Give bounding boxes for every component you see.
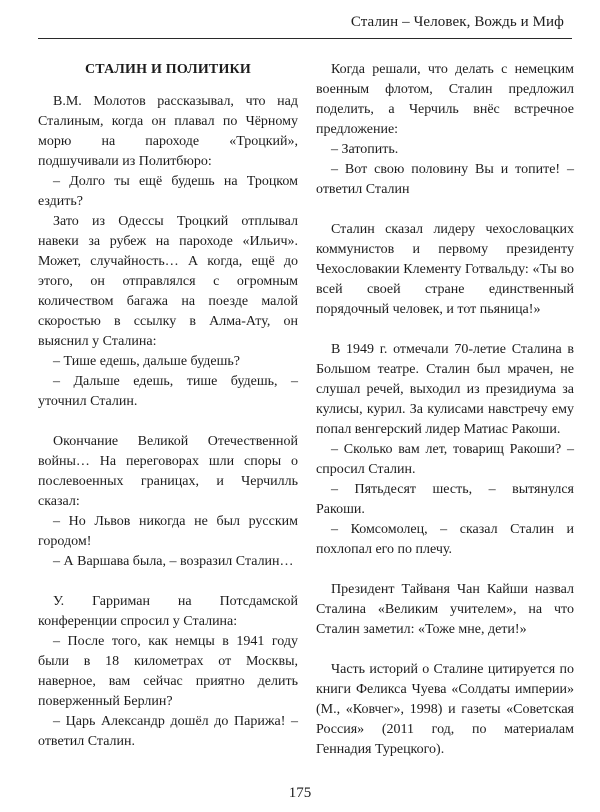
paragraph: У. Гарриман на Потсдамской конференции спросил у Сталина: — [38, 594, 298, 629]
dialogue-line: – Вот свою половину Вы и топите! – ответил Сталин — [316, 162, 574, 197]
right-column — [316, 60, 574, 760]
dialogue-line: – Но Львов никогда не был русским городом! — [38, 514, 298, 549]
section-gap — [316, 320, 574, 340]
anecdote-gottwald — [316, 220, 574, 320]
dialogue-line: – Комсомолец, – сказал Сталин и похлопал его по плечу. — [316, 522, 574, 557]
paragraph: Сталин сказал лидеру чехословацких коммунистов и первому президенту Чехословакии Клементу Готвальду: «Ты во всей своей стране единственный порядочный человек, и тот пьяница!» — [316, 222, 574, 317]
section-gap — [316, 200, 574, 220]
paragraph: Окончание Великой Отечественной войны… На переговорах шли споры о послевоенных границах, и Черчилль сказал: — [38, 434, 298, 509]
anecdote-harriman — [38, 592, 298, 752]
paragraph: В 1949 г. отмечали 70-летие Сталина в Большом театре. Сталин был мрачен, не слушал речей, выходил из президиума за кулисы, курил. За кулисами навстречу ему попал венгерский лидер Матиас Ракоши. — [316, 342, 574, 437]
dialogue-line: – Пятьдесят шесть, – вытянулся Ракоши. — [316, 482, 574, 517]
dialogue-line: – А Варшава была, – возразил Сталин… — [53, 554, 294, 569]
dialogue-line: – Долго ты ещё будешь на Троцком ездить? — [38, 174, 298, 209]
anecdote-chiang-kai-shek — [316, 580, 574, 640]
dialogue-line: – Тише едешь, дальше будешь? — [53, 354, 240, 369]
anecdote-rakosi — [316, 340, 574, 560]
paragraph: Когда решали, что делать с немецким военным флотом, Сталин предложил поделить, а Черчиль внёс встречное предложение: — [316, 62, 574, 137]
section-gap — [38, 412, 298, 432]
dialogue-line: – Дальше едешь, тише будешь, – уточнил Сталин. — [38, 374, 298, 409]
running-header: Сталин – Человек, Вождь и Миф — [350, 14, 564, 30]
section-gap — [38, 572, 298, 592]
paragraph: Президент Тайваня Чан Кайши назвал Сталина «Великим учителем», на что Сталин заметил: «Тоже мне, дети!» — [316, 582, 574, 637]
anecdote-german-fleet — [316, 60, 574, 200]
page-number: 175 — [288, 785, 312, 801]
dialogue-line: – После того, как немцы в 1941 году были в 18 километрах от Москвы, наверное, вам сейчас приятно делить поверженный Берлин? — [38, 634, 298, 709]
paragraph: Зато из Одессы Троцкий отплывал навеки за рубеж на пароходе «Ильич». Может, случайность… А когда, ещё до этого, он отправлялся с огромным количеством багажа на поезде малой скоростью в ссылку в Алма-Ату, он выяснил у Сталина: — [38, 214, 298, 349]
header-rule — [38, 38, 572, 39]
dialogue-line: – Царь Александр дошёл до Парижа! – ответил Сталин. — [38, 714, 298, 749]
sources-note — [316, 660, 574, 760]
section-gap — [316, 640, 574, 660]
left-column — [38, 60, 298, 752]
dialogue-line: – Сколько вам лет, товарищ Ракоши? – спросил Сталин. — [316, 442, 574, 477]
section-gap — [316, 560, 574, 580]
anecdote-churchill-lvov — [38, 432, 298, 572]
dialogue-line: – Затопить. — [331, 142, 399, 157]
anecdote-molotov — [38, 92, 298, 412]
article-title: СТАЛИН И ПОЛИТИКИ — [84, 62, 252, 77]
paragraph: В.М. Молотов рассказывал, что над Сталиным, когда он плавал по Чёрному морю на пароходе «Троцкий», подшучивали из Политбюро: — [38, 94, 298, 169]
paragraph: Часть историй о Сталине цитируется по книги Феликса Чуева «Солдаты империи» (М., «Ковчег», 1998) и газеты «Советская Россия» (2011 год, по материалам Геннадия Турецкого). — [316, 662, 574, 757]
